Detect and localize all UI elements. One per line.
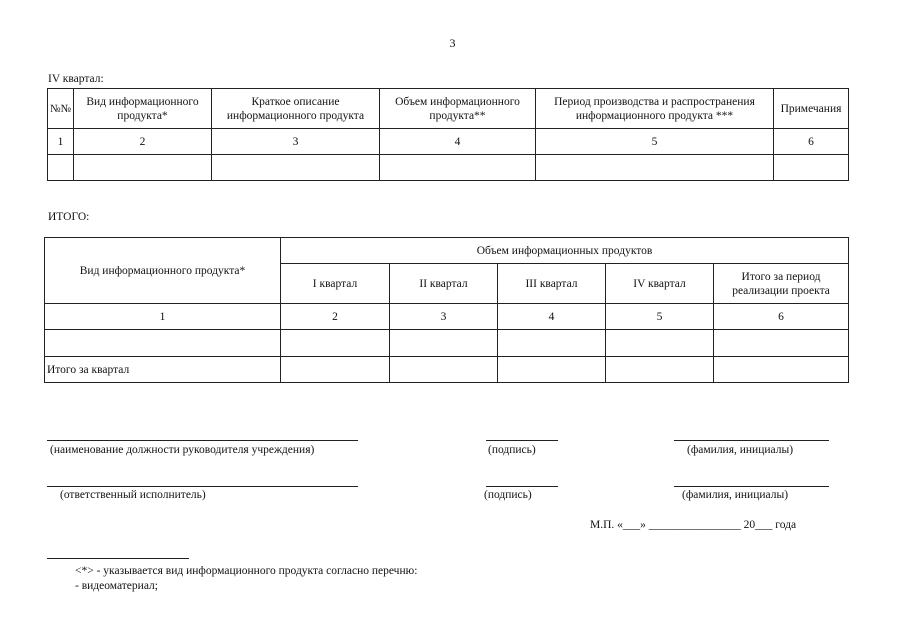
q4-empty-cell[interactable] — [774, 155, 849, 181]
total-quarter-cell[interactable] — [390, 357, 498, 383]
q4-col-number: 5 — [536, 129, 774, 155]
q4-number-row — [48, 129, 849, 155]
total-quarter-cell[interactable] — [281, 357, 390, 383]
total-number-row — [45, 304, 849, 330]
q4-header-description: Краткое описание информационного продукта — [212, 89, 380, 129]
q4-col-number: 4 — [380, 129, 536, 155]
page-number: 3 — [449, 36, 456, 50]
total-header-row-1 — [45, 238, 849, 264]
total-table — [44, 237, 849, 383]
q4-empty-cell[interactable] — [74, 155, 212, 181]
q4-empty-cell[interactable] — [536, 155, 774, 181]
name-caption-1: (фамилия, инициалы) — [687, 444, 794, 456]
signature-caption-2: (подпись) — [484, 489, 532, 501]
q4-header-notes: Примечания — [774, 89, 849, 129]
total-empty-cell[interactable] — [606, 330, 714, 357]
total-col-number: 5 — [606, 304, 714, 330]
total-col-number: 6 — [714, 304, 849, 330]
q4-col-number: 6 — [774, 129, 849, 155]
executor-signature-line — [47, 486, 358, 487]
total-quarter-cell[interactable] — [498, 357, 606, 383]
total-header-q4: IV квартал — [606, 264, 714, 304]
total-header-period-total: Итого за период реализации проекта — [714, 264, 849, 304]
total-empty-cell[interactable] — [390, 330, 498, 357]
footnote-2: - видеоматериал; — [75, 580, 158, 592]
name-signature-line-1 — [674, 440, 829, 441]
name-caption-2: (фамилия, инициалы) — [682, 489, 789, 501]
total-col-number: 1 — [45, 304, 281, 330]
q4-header-volume: Объем информационного продукта** — [380, 89, 536, 129]
total-header-product-type: Вид информационного продукта* — [45, 238, 281, 304]
q4-col-number: 2 — [74, 129, 212, 155]
total-empty-cell[interactable] — [45, 330, 281, 357]
footnote-1: <*> - указывается вид информационного продукта согласно перечню: — [75, 565, 418, 577]
q4-header-row — [48, 89, 849, 129]
signature-caption-1: (подпись) — [488, 444, 536, 456]
total-header-q3: III квартал — [498, 264, 606, 304]
stamp-date-line: М.П. «___» ________________ 20___ года — [590, 519, 797, 531]
q4-col-number: 1 — [48, 129, 74, 155]
total-quarter-row — [45, 357, 849, 383]
total-empty-cell[interactable] — [714, 330, 849, 357]
q4-table — [47, 88, 849, 181]
position-caption: (наименование должности руководителя учреждения) — [50, 444, 315, 456]
total-empty-row — [45, 330, 849, 357]
total-quarter-cell[interactable] — [714, 357, 849, 383]
q4-empty-cell[interactable] — [212, 155, 380, 181]
total-col-number: 4 — [498, 304, 606, 330]
total-quarter-label: Итого за квартал — [45, 357, 281, 383]
total-col-number: 3 — [390, 304, 498, 330]
total-quarter-cell[interactable] — [606, 357, 714, 383]
position-signature-line — [47, 440, 358, 441]
name-signature-line-2 — [674, 486, 829, 487]
q4-header-product-type: Вид информационного продукта* — [74, 89, 212, 129]
total-empty-cell[interactable] — [281, 330, 390, 357]
q4-col-number: 3 — [212, 129, 380, 155]
q4-empty-cell[interactable] — [380, 155, 536, 181]
total-section-title: ИТОГО: — [48, 211, 90, 223]
signature-line-1 — [486, 440, 558, 441]
total-col-number: 2 — [281, 304, 390, 330]
total-header-q2: II квартал — [390, 264, 498, 304]
footnote-separator — [47, 558, 189, 559]
total-empty-cell[interactable] — [498, 330, 606, 357]
q4-section-title: IV квартал: — [48, 73, 104, 85]
executor-caption: (ответственный исполнитель) — [60, 489, 206, 501]
q4-header-number: №№ — [48, 89, 74, 129]
total-header-q1: I квартал — [281, 264, 390, 304]
total-header-volume: Объем информационных продуктов — [281, 238, 849, 264]
q4-empty-row — [48, 155, 849, 181]
q4-empty-cell[interactable] — [48, 155, 74, 181]
q4-header-period: Период производства и распространения информационного продукта *** — [536, 89, 774, 129]
signature-line-2 — [486, 486, 558, 487]
